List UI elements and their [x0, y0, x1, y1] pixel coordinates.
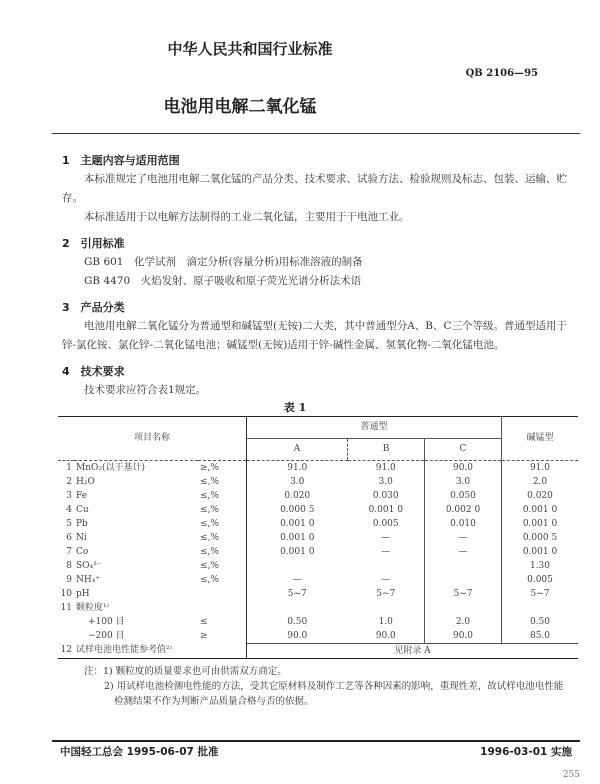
grade-b-header: B [348, 439, 425, 461]
row-number: 9 [66, 574, 72, 585]
row-number: 7 [66, 546, 72, 557]
org-standard-header: 中华人民共和国行业标准 [167, 40, 333, 58]
technical-requirements-table [58, 416, 578, 659]
alkaline-value: 0.001 0 [502, 545, 579, 559]
grade-a-value: 91.0 [247, 461, 348, 476]
table-row [58, 475, 578, 489]
ordinary-type-header: 普通型 [247, 417, 502, 439]
grade-b-value: 0.005 [372, 518, 399, 529]
row-number: 5 [66, 518, 72, 529]
row-name: pH [76, 588, 90, 599]
table-row [58, 573, 578, 587]
table-row [58, 461, 578, 476]
grade-b-value [348, 601, 425, 615]
grade-b-value [348, 559, 425, 573]
grade-b-value: — [381, 546, 391, 557]
grade-a-value: 0.001 0 [247, 517, 348, 531]
alkaline-value: 2.0 [502, 475, 579, 489]
grade-b-value: 1.0 [378, 616, 393, 627]
section-heading-1: 1 主题内容与适用范围 [62, 154, 180, 167]
grade-a-value: 90.0 [247, 629, 348, 644]
grade-c-value: — [425, 545, 502, 559]
table-row [58, 615, 578, 629]
row-unit [198, 601, 247, 615]
table-row [58, 601, 578, 615]
section-heading-2: 2 引用标准 [62, 237, 125, 250]
section-1 [0, 152, 600, 227]
grade-c-value [425, 601, 502, 615]
row-number: 4 [66, 504, 72, 515]
page-number: 255 [562, 770, 580, 780]
row-name: 试样电池电性能参考值²⁾ [74, 644, 247, 659]
section-1-paragraph: 本标准适用于以电解方法制得的工业二氧化锰，主要用于干电池工业。 [84, 211, 410, 223]
row-unit [198, 587, 247, 601]
reference-gb601: GB 601 化学试剂 滴定分析(容量分析)用标准溶液的制备 [84, 256, 363, 268]
grade-a-header: A [247, 439, 348, 461]
grade-a-value: 0.50 [247, 615, 348, 629]
alkaline-value: 85.0 [502, 629, 579, 644]
table-row [58, 587, 578, 601]
table-note-2-cont: 检测结果不作为判断产品质量合格与否的依据。 [114, 696, 314, 707]
row-number [58, 615, 74, 629]
grade-b-value: 0.030 [372, 490, 399, 501]
grade-b-value: 90.0 [375, 630, 396, 641]
row-name: Ni [76, 532, 87, 543]
grade-c-value: 5~7 [425, 587, 502, 601]
alkaline-value: 0.020 [502, 489, 579, 503]
row-unit: ≤,% [200, 504, 219, 515]
implementation-date: 1996-03-01 实施 [480, 746, 572, 758]
grade-a-value: 0.020 [247, 489, 348, 503]
header-divider [52, 133, 580, 134]
row-unit: ≥,% [200, 462, 219, 473]
alkaline-value: 0.001 0 [502, 517, 579, 531]
row-name: Co [76, 546, 89, 557]
row-unit: ≤,% [200, 546, 219, 557]
grade-c-value: — [425, 531, 502, 545]
table-row [58, 559, 578, 573]
table-row [58, 629, 578, 644]
row-number: 11 [60, 602, 72, 613]
row-name: +100 目 [88, 616, 125, 627]
grade-c-value: 0.010 [425, 517, 502, 531]
section-3 [0, 299, 600, 355]
section-1-paragraph: 本标准规定了电池用电解二氧化锰的产品分类、技术要求、试验方法、检验规则及标志、包装、运输、贮存。 [62, 173, 567, 204]
grade-a-value: 5~7 [247, 587, 348, 601]
row-name: SO₄²⁻ [76, 560, 102, 571]
row-number: 3 [66, 490, 72, 501]
table-row [58, 531, 578, 545]
section-2 [0, 235, 600, 291]
row-unit: ≤,% [200, 476, 219, 487]
row-name: 颗粒度¹⁾ [76, 602, 109, 613]
row-name: Pb [76, 518, 88, 529]
row-name: H₂O [76, 476, 95, 487]
grade-c-header: C [425, 439, 502, 461]
table-row [58, 517, 578, 531]
table-row [58, 503, 578, 517]
grade-c-value [425, 559, 502, 573]
row-number: 1 [66, 462, 72, 473]
grade-b-value: 3.0 [378, 476, 393, 487]
row-unit: ≤ [200, 616, 208, 627]
grade-b-value: 0.001 0 [368, 504, 403, 515]
row-unit: ≤,% [200, 560, 219, 571]
row-number: 2 [66, 476, 72, 487]
grade-c-value: 0.050 [425, 489, 502, 503]
grade-b-value: 91.0 [375, 462, 396, 473]
section-3-paragraph: 电池用电解二氧化锰分为普通型和碱锰型(无铵)二大类，其中普通型分A、B、C三个等级。普通型适用于锌-氯化铵、氯化锌-二氧化锰电池；碱锰型(无铵)适用于锌-碱性金属、氢氧化物-二氧化锰电池。 [62, 320, 568, 351]
alkaline-value: 91.0 [502, 461, 579, 476]
alkaline-value: 0.000 5 [502, 531, 579, 545]
row-number [58, 629, 74, 644]
table-caption: 表 1 [283, 401, 307, 414]
row-unit: ≥ [200, 630, 208, 641]
document-body [0, 152, 600, 709]
approval-date: 中国轻工总会 1995-06-07 批准 [60, 746, 219, 758]
section-4 [0, 363, 600, 400]
row-unit: ≤,% [200, 574, 219, 585]
item-header: 项目名称 [58, 417, 247, 461]
grade-a-value: 0.001 0 [247, 545, 348, 559]
grade-c-value: 2.0 [425, 615, 502, 629]
row-number: 8 [66, 560, 72, 571]
reference-gb4470: GB 4470 火焰发射、原子吸收和原子荧光光谱分析法术语 [84, 275, 362, 287]
standard-code: QB 2106—95 [465, 68, 538, 79]
row-number: 10 [60, 588, 72, 599]
row-name: NH₄⁺ [76, 574, 101, 585]
grade-c-value [425, 573, 502, 587]
grade-a-value: 3.0 [247, 475, 348, 489]
row-name: MnO₂(以干基计) [76, 462, 146, 473]
grade-a-value: 0.001 0 [247, 531, 348, 545]
grade-b-value: — [381, 532, 391, 543]
row-number: 12 [58, 644, 74, 659]
row-unit: ≤,% [200, 518, 219, 529]
row-name: Cu [76, 504, 89, 515]
alkaline-value: 1.30 [502, 559, 579, 573]
section-heading-3: 3 产品分类 [62, 301, 125, 314]
row-value: 见附录 A [247, 644, 579, 659]
alkaline-type-header: 碱锰型 [502, 417, 579, 461]
table-row [58, 545, 578, 559]
grade-c-value: 3.0 [425, 475, 502, 489]
grade-b-value: 5~7 [376, 588, 396, 599]
grade-c-value: 90.0 [425, 461, 502, 476]
section-4-paragraph: 技术要求应符合表1规定。 [84, 384, 207, 396]
alkaline-value: 0.50 [502, 615, 579, 629]
row-unit: ≤,% [200, 490, 219, 501]
row-name: −200 目 [88, 630, 125, 641]
grade-c-value: 90.0 [425, 629, 502, 644]
section-heading-4: 4 技术要求 [62, 365, 125, 378]
grade-a-value: — [247, 573, 348, 587]
row-name: Fe [76, 490, 88, 501]
alkaline-value [502, 601, 579, 615]
grade-a-value: 0.000 5 [247, 503, 348, 517]
grade-a-value [247, 601, 348, 615]
grade-c-value: 0.002 0 [425, 503, 502, 517]
grade-a-value [247, 559, 348, 573]
alkaline-value: 5~7 [502, 587, 579, 601]
table-notes [0, 664, 600, 709]
document-title: 电池用电解二氧化锰 [163, 97, 317, 117]
footer-divider [52, 740, 580, 742]
table-note-1: 注：1) 颗粒度的质量要求也可由供需双方商定。 [84, 666, 287, 677]
grade-b-value: — [381, 574, 391, 585]
table-row [58, 489, 578, 503]
row-number: 6 [66, 532, 72, 543]
alkaline-value: 0.005 [502, 573, 579, 587]
row-unit: ≤,% [200, 532, 219, 543]
alkaline-value: 0.001 0 [502, 503, 579, 517]
table-note-2: 2) 用试样电池检测电性能的方法，受其它原材料及制作工艺等各种因素的影响，重现性差，故试样电池电性能 [104, 681, 564, 692]
